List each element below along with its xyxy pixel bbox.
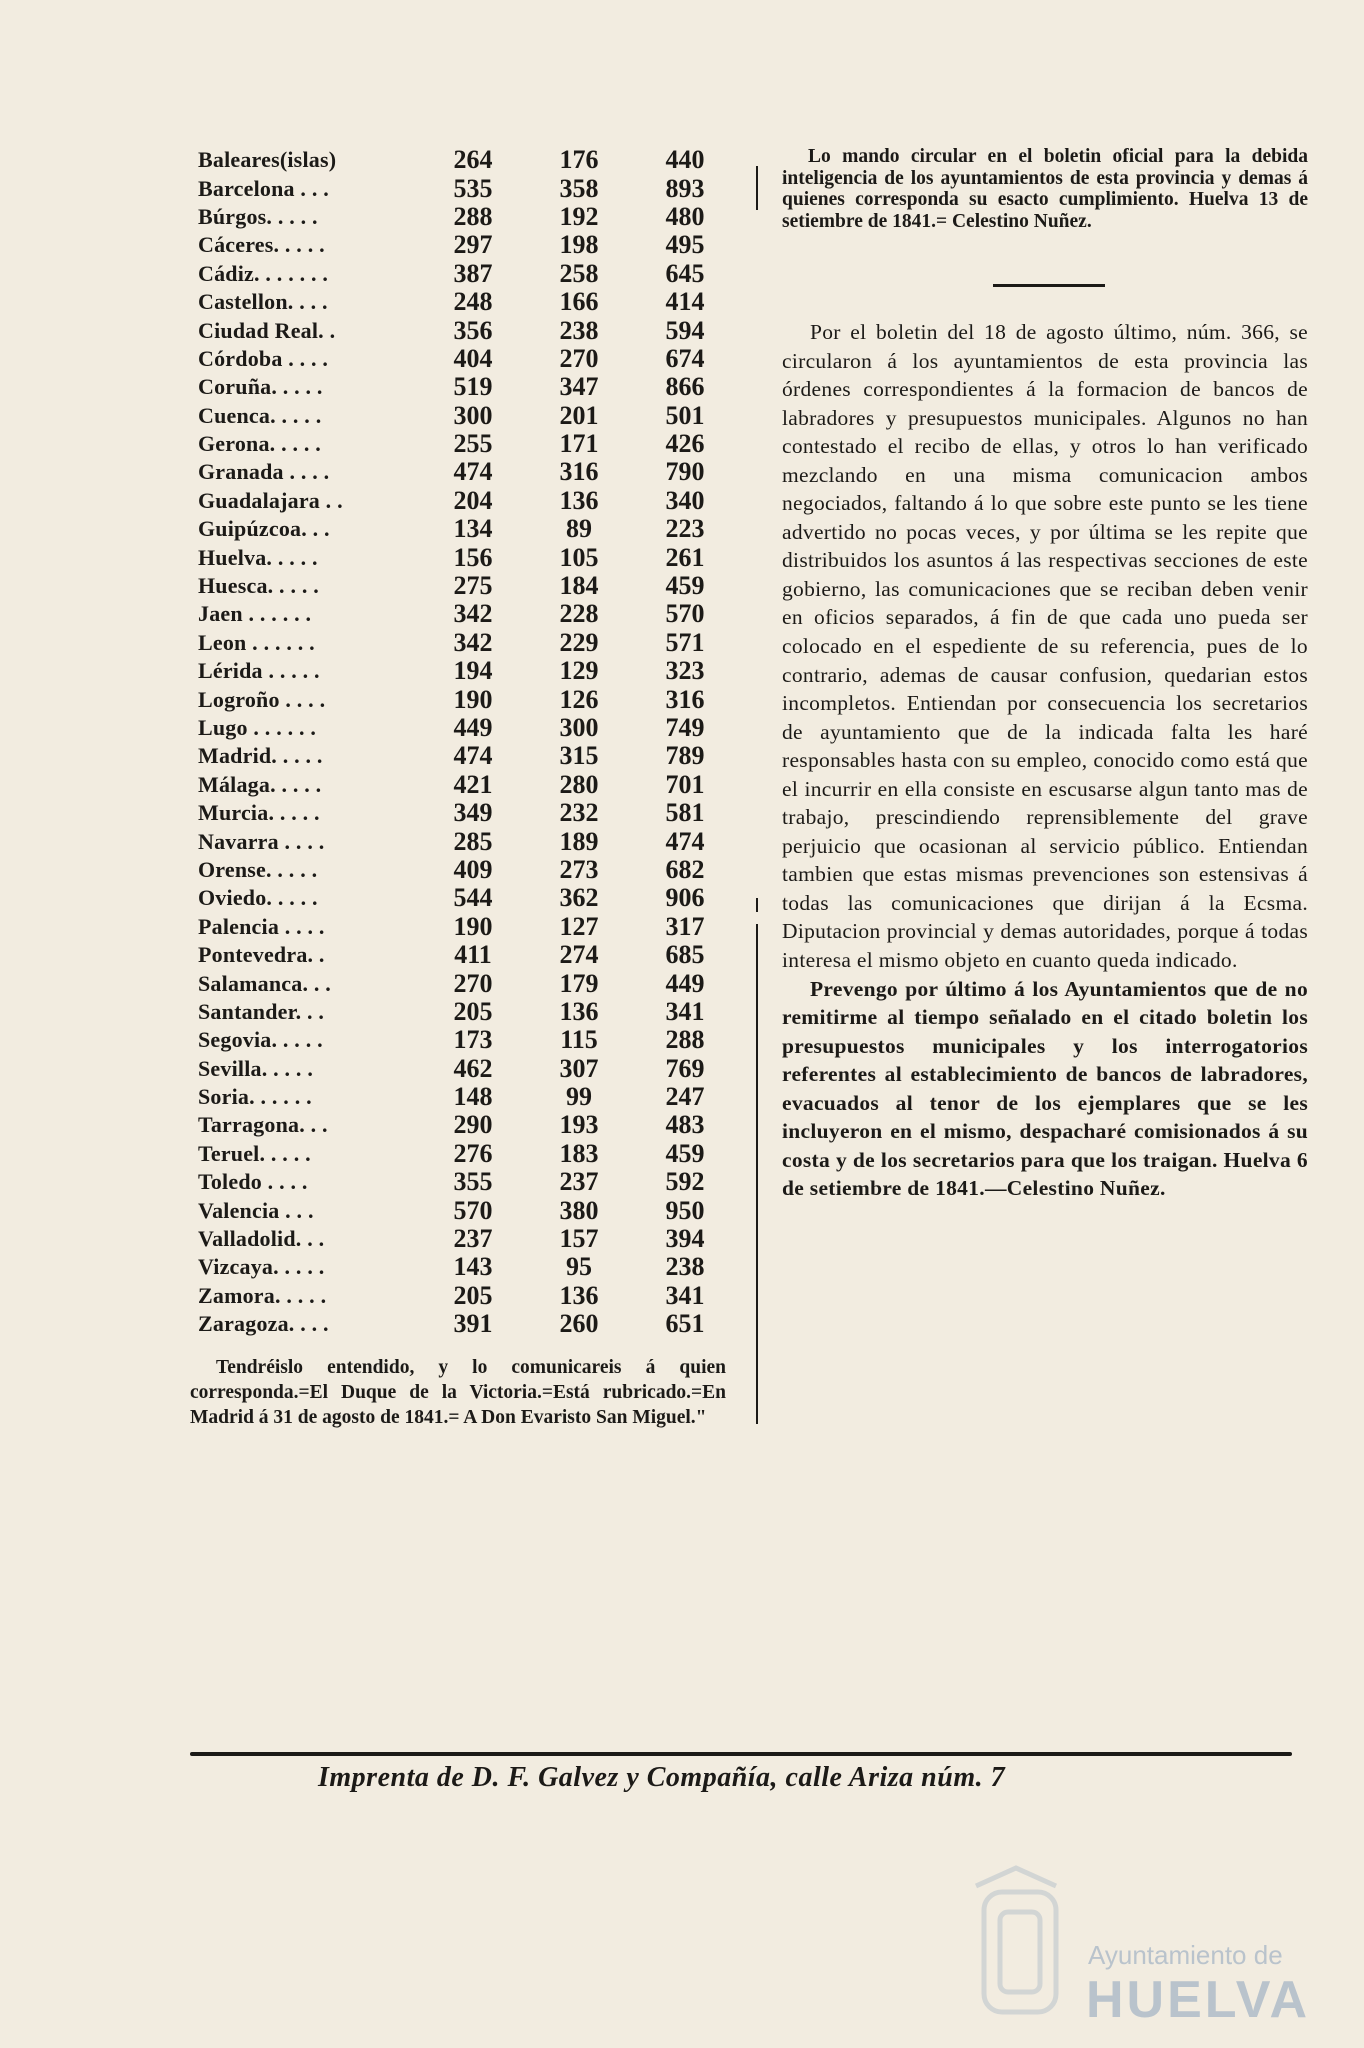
- table-row: [198, 316, 738, 344]
- value-c: 474: [665, 826, 705, 856]
- value-b: 232: [559, 798, 599, 828]
- value-c: 581: [665, 798, 705, 828]
- value-b: 347: [559, 372, 599, 402]
- table-row: [198, 373, 738, 401]
- table-row: [198, 600, 738, 628]
- table-row: [198, 771, 738, 799]
- value-c: 483: [665, 1110, 705, 1140]
- value-b: 184: [559, 571, 599, 601]
- value-c: 769: [665, 1053, 705, 1083]
- value-c: 701: [665, 769, 705, 799]
- value-b: 260: [559, 1309, 599, 1339]
- value-c: 440: [665, 145, 705, 175]
- value-b: 189: [559, 826, 599, 856]
- value-b: 315: [559, 741, 599, 771]
- value-c: 317: [665, 911, 705, 941]
- value-a: 570: [453, 1195, 493, 1225]
- value-b: 273: [559, 854, 599, 884]
- value-b: 166: [559, 287, 599, 317]
- table-row: [198, 998, 738, 1026]
- value-b: 179: [559, 968, 599, 998]
- province-name: Santander. . .: [198, 998, 325, 1024]
- value-c: 394: [665, 1224, 705, 1254]
- province-name: Navarra . . . .: [198, 828, 325, 854]
- province-name: Cuenca. . . . .: [198, 402, 322, 428]
- value-a: 204: [453, 485, 493, 515]
- table-row: [198, 1083, 738, 1111]
- watermark-line1: Ayuntamiento de: [1088, 1940, 1283, 1970]
- province-name: Valladolid. . .: [198, 1226, 325, 1252]
- value-c: 645: [665, 258, 705, 288]
- value-a: 297: [453, 230, 493, 260]
- value-a: 276: [453, 1138, 493, 1168]
- value-c: 288: [665, 1025, 705, 1055]
- table-row: [198, 1225, 738, 1253]
- table-row: [198, 1253, 738, 1281]
- province-name: Lérida . . . . .: [198, 658, 320, 684]
- value-b: 115: [560, 1025, 598, 1055]
- table-row: [198, 714, 738, 742]
- province-name: Barcelona . . .: [198, 175, 329, 201]
- province-name: Guipúzcoa. . .: [198, 516, 330, 542]
- table-row: [198, 657, 738, 685]
- value-b: 129: [559, 656, 599, 686]
- table-row: [198, 430, 738, 458]
- table-row: [198, 629, 738, 657]
- province-name: Huelva. . . . .: [198, 544, 318, 570]
- value-b: 171: [559, 429, 599, 459]
- value-a: 190: [453, 684, 493, 714]
- value-a: 205: [453, 996, 493, 1026]
- value-a: 474: [453, 741, 493, 771]
- table-row: [198, 969, 738, 997]
- table-row: [198, 231, 738, 259]
- province-name: Lugo . . . . . .: [198, 715, 317, 740]
- province-table: [198, 146, 738, 1338]
- value-b: 176: [559, 145, 599, 175]
- value-a: 462: [453, 1053, 493, 1083]
- table-row: [198, 742, 738, 770]
- value-b: 127: [559, 911, 599, 941]
- value-b: 237: [559, 1167, 599, 1197]
- province-name: Zamora. . . . .: [198, 1282, 327, 1308]
- province-name: Guadalajara . .: [198, 487, 343, 513]
- value-b: 157: [559, 1224, 599, 1254]
- value-a: 535: [453, 173, 493, 203]
- notice-paragraph: Por el boletin del 18 de agosto último, núm. 366, se circularon á los ayuntamientos de esta provincia las órdenes correspondientes á la formacion de bancos de labradores y presupuestos municipales. Algunos no han contestado el recibo de ellas, y otros lo han verificado mezclando en una misma comunicacion ambos negociados, faltando á lo que sobre este punto se les tiene advertido no pocas veces, y por última se les repite que distribuidos los asuntos á las respectivas secciones de este gobierno, las comunicaciones que se reciban deben venir en oficios separados, á fin de que cada uno pueda ser colocado en el espediente de su referencia, pues de lo contrario, ademas de causar confusion, quedarian estos incompletos. Entiendan por consecuencia los secretarios de ayuntamiento que de la indicada falta les haré responsables hasta con su empleo, conocido como está que el incurrir en ella consiste en escusarse algun tanto mas de trabajo, prescindiendo reprensiblemente del grave perjuicio que ocasionan al servicio público. Entiendan tambien que estas mismas prevenciones son estensivas á todas las comunicaciones que dirijan á la Ecsma. Diputacion provincial y demas autoridades, porque á todas interesa el mismo objeto en cuanto queda indicado.: [782, 320, 1308, 973]
- value-b: 274: [559, 940, 599, 970]
- province-name: Huesca. . . . .: [198, 573, 319, 599]
- section-rule: [993, 284, 1105, 287]
- value-a: 205: [453, 1280, 493, 1310]
- province-name: Gerona. . . . .: [198, 431, 321, 457]
- value-a: 449: [453, 713, 493, 742]
- table-row: [198, 174, 738, 202]
- province-name: Ciudad Real. .: [198, 317, 336, 343]
- province-name: Jaen . . . . . .: [198, 601, 312, 627]
- decree-text: Tendréislo entendido, y lo comunicareis á quien corresponda.=El Duque de la Victoria.=Está rubricado.=En Madrid á 31 de agosto de 1841.= A Don Evaristo San Miguel.": [190, 1357, 726, 1428]
- table-row: [198, 458, 738, 486]
- value-a: 519: [453, 372, 493, 402]
- value-b: 280: [559, 769, 599, 799]
- table-row: [198, 146, 738, 174]
- value-c: 651: [665, 1309, 705, 1339]
- value-a: 409: [453, 854, 493, 884]
- table-row: [198, 1026, 738, 1054]
- table-row: [198, 572, 738, 600]
- value-c: 238: [665, 1252, 705, 1282]
- table-row: [198, 856, 738, 884]
- table-row: [198, 345, 738, 373]
- value-b: 258: [559, 258, 599, 288]
- value-c: 592: [665, 1167, 705, 1197]
- value-c: 414: [665, 287, 705, 317]
- value-c: 682: [665, 854, 705, 884]
- value-c: 449: [665, 968, 705, 998]
- value-c: 594: [665, 315, 705, 345]
- value-a: 421: [453, 769, 493, 799]
- table-row: [198, 288, 738, 316]
- province-name: Toledo . . . .: [198, 1169, 308, 1195]
- table-row: [198, 827, 738, 855]
- province-name: Orense. . . . .: [198, 856, 318, 882]
- value-c: 341: [665, 996, 705, 1026]
- value-a: 143: [453, 1252, 493, 1282]
- province-table-body: [198, 146, 738, 1338]
- province-name: Búrgos. . . . .: [198, 203, 318, 229]
- value-a: 544: [453, 883, 493, 913]
- value-a: 342: [453, 599, 493, 629]
- value-c: 340: [665, 485, 705, 515]
- province-name: Logroño . . . .: [198, 686, 326, 712]
- value-b: 316: [559, 457, 599, 487]
- value-b: 136: [559, 1280, 599, 1310]
- value-b: 229: [559, 627, 599, 657]
- province-name: Granada . . . .: [198, 459, 330, 485]
- value-b: 362: [559, 883, 599, 913]
- value-b: 198: [559, 230, 599, 260]
- value-a: 404: [453, 343, 493, 373]
- value-a: 300: [453, 400, 493, 430]
- value-a: 387: [453, 258, 493, 288]
- value-c: 866: [665, 372, 705, 402]
- notice-body: [782, 318, 1308, 1203]
- value-b: 201: [559, 400, 599, 430]
- table-row: [198, 1282, 738, 1310]
- table-row: [198, 203, 738, 231]
- province-name: Málaga. . . . .: [198, 771, 322, 797]
- table-row: [198, 260, 738, 288]
- value-a: 288: [453, 201, 493, 231]
- value-b: 380: [559, 1195, 599, 1225]
- table-row: [198, 913, 738, 941]
- table-row: [198, 1140, 738, 1168]
- column-divider-top: [756, 166, 758, 210]
- watermark-line2: HUELVA: [1086, 1971, 1311, 2029]
- table-row: [198, 1196, 738, 1224]
- value-c: 501: [665, 400, 705, 430]
- value-b: 136: [559, 996, 599, 1026]
- value-b: 228: [559, 599, 599, 629]
- province-name: Madrid. . . . .: [198, 743, 323, 769]
- value-b: 270: [559, 343, 599, 373]
- value-c: 906: [665, 883, 705, 913]
- value-a: 255: [453, 429, 493, 459]
- province-name: Leon . . . . . .: [198, 629, 315, 655]
- province-name: Salamanca. . .: [198, 970, 331, 996]
- value-a: 148: [453, 1082, 493, 1112]
- province-name: Coruña. . . . .: [198, 374, 323, 400]
- value-c: 685: [665, 940, 705, 970]
- province-name: Murcia. . . . .: [198, 800, 320, 826]
- value-c: 323: [665, 656, 705, 686]
- province-name: Vizcaya. . . . .: [198, 1254, 325, 1280]
- value-b: 307: [559, 1053, 599, 1083]
- value-b: 89: [566, 514, 592, 544]
- value-a: 342: [453, 627, 493, 657]
- province-name: Cádiz. . . . . . .: [198, 260, 329, 286]
- circular-paragraph: Lo mando circular en el boletin oficial para la debida inteligencia de los ayuntamientos de esta provincia y demas á quienes corresponda su esacto cumplimiento. Huelva 13 de setiembre de 1841.= Celestino Nuñez.: [782, 146, 1308, 232]
- value-a: 290: [453, 1110, 493, 1140]
- column-divider: [756, 924, 758, 1424]
- province-name: Pontevedra. .: [198, 942, 325, 968]
- value-b: 193: [559, 1110, 599, 1140]
- province-name: Palencia . . . .: [198, 913, 325, 939]
- value-c: 495: [665, 230, 705, 260]
- province-name: Castellon. . . .: [198, 289, 328, 315]
- value-a: 355: [453, 1167, 493, 1197]
- value-c: 316: [665, 684, 705, 714]
- table-row: [198, 884, 738, 912]
- value-c: 893: [665, 173, 705, 203]
- province-name: Valencia . . .: [198, 1197, 314, 1223]
- value-c: 247: [665, 1082, 705, 1112]
- value-a: 349: [453, 798, 493, 828]
- value-b: 358: [559, 173, 599, 203]
- province-name: Sevilla. . . . .: [198, 1055, 314, 1081]
- value-c: 789: [665, 741, 705, 771]
- province-name: Teruel. . . . .: [198, 1140, 311, 1166]
- footer-rule: [190, 1752, 1292, 1756]
- value-b: 183: [559, 1138, 599, 1168]
- value-b: 238: [559, 315, 599, 345]
- value-a: 237: [453, 1224, 493, 1254]
- value-c: 570: [665, 599, 705, 629]
- province-name: Cáceres. . . . .: [198, 232, 325, 258]
- table-row: [198, 1310, 738, 1338]
- value-c: 459: [665, 1138, 705, 1168]
- province-name: Zaragoza. . . .: [198, 1311, 329, 1337]
- table-row: [198, 1111, 738, 1139]
- table-row: [198, 685, 738, 713]
- table-row: [198, 515, 738, 543]
- province-name: Córdoba . . . .: [198, 345, 329, 371]
- value-a: 194: [453, 656, 493, 686]
- value-c: 950: [665, 1195, 705, 1225]
- table-row: [198, 402, 738, 430]
- table-row: [198, 941, 738, 969]
- province-name: Tarragona. . .: [198, 1112, 328, 1138]
- printer-imprint: Imprenta de D. F. Galvez y Compañía, calle Ariza núm. 7: [318, 1762, 1006, 1793]
- value-a: 391: [453, 1309, 493, 1339]
- table-row: [198, 1168, 738, 1196]
- value-c: 790: [665, 457, 705, 487]
- column-divider-mark: [756, 898, 758, 912]
- value-b: 95: [566, 1252, 592, 1282]
- value-a: 270: [453, 968, 493, 998]
- value-c: 261: [665, 542, 705, 572]
- value-c: 571: [665, 627, 705, 657]
- value-a: 248: [453, 287, 493, 317]
- value-b: 136: [559, 485, 599, 515]
- value-a: 173: [453, 1025, 493, 1055]
- value-a: 285: [453, 826, 493, 856]
- value-c: 459: [665, 571, 705, 601]
- province-name: Soria. . . . . .: [198, 1084, 312, 1110]
- value-a: 275: [453, 571, 493, 601]
- value-b: 300: [559, 713, 599, 742]
- value-a: 411: [454, 940, 492, 970]
- value-c: 341: [665, 1280, 705, 1310]
- value-a: 156: [453, 542, 493, 572]
- province-name: Oviedo. . . . .: [198, 885, 318, 911]
- value-a: 264: [453, 145, 493, 175]
- value-b: 105: [559, 542, 599, 572]
- value-b: 126: [559, 684, 599, 714]
- table-row: [198, 1055, 738, 1083]
- value-a: 474: [453, 457, 493, 487]
- table-row: [198, 487, 738, 515]
- value-b: 99: [566, 1082, 592, 1112]
- value-a: 356: [453, 315, 493, 345]
- table-row: [198, 543, 738, 571]
- table-row: [198, 799, 738, 827]
- value-c: 674: [665, 343, 705, 373]
- notice-paragraph-2: Prevengo por último á los Ayuntamientos que de no remitirme al tiempo señalado en el citado boletin los presupuestos municipales y los interrogatorios referentes al establecimiento de bancos de labradores, evacuados al tenor de los ejemplares que se les incluyeron en el mismo, despacharé comisionados á su costa y de los secretarios para que los traigan. Huelva 6 de setiembre de 1841.—Celestino Nuñez.: [782, 976, 1308, 1201]
- province-name: Baleares(islas): [198, 147, 337, 173]
- province-name: Segovia. . . . .: [198, 1027, 323, 1053]
- value-c: 749: [665, 713, 705, 742]
- value-a: 190: [453, 911, 493, 941]
- value-c: 480: [665, 201, 705, 231]
- value-c: 223: [665, 514, 705, 544]
- value-c: 426: [665, 429, 705, 459]
- value-b: 192: [559, 201, 599, 231]
- value-a: 134: [453, 514, 493, 544]
